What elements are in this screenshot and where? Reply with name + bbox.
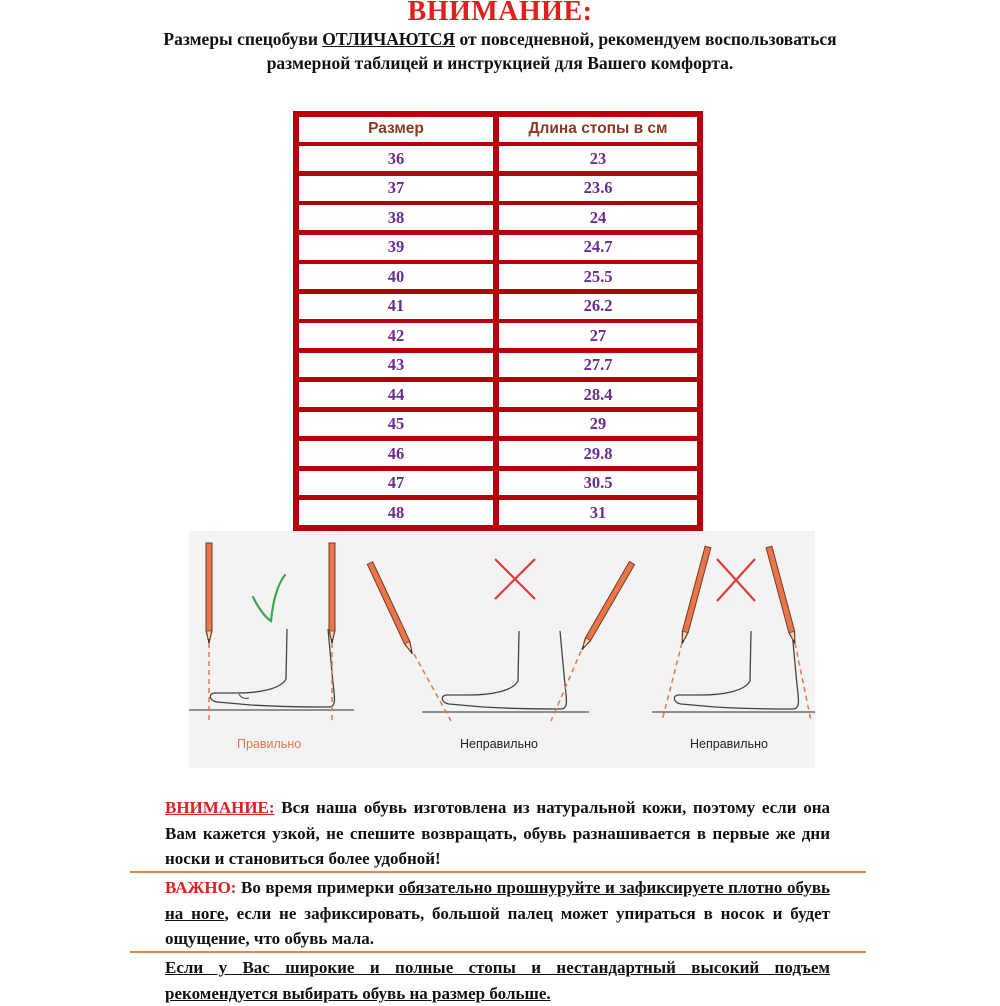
correct-panel xyxy=(189,543,354,721)
size-cell: 44 xyxy=(299,382,493,407)
header-size: Размер xyxy=(299,117,493,142)
pencil-icon xyxy=(579,562,634,652)
correct-caption: Правильно xyxy=(237,737,302,751)
divider xyxy=(130,951,866,953)
pencil-icon xyxy=(329,543,335,643)
table-row xyxy=(299,294,697,319)
length-cell: 23.6 xyxy=(499,176,697,201)
leather-notice xyxy=(165,795,830,872)
size-cell: 47 xyxy=(299,471,493,496)
table-header-row xyxy=(299,117,697,142)
important-label: ВАЖНО: xyxy=(165,878,237,897)
guide-line xyxy=(795,643,811,721)
table-row xyxy=(299,205,697,230)
length-cell: 27.7 xyxy=(499,353,697,378)
size-cell: 36 xyxy=(299,146,493,171)
foot-measurement-diagram xyxy=(189,531,815,768)
table-row xyxy=(299,412,697,437)
table-row xyxy=(299,323,697,348)
size-cell: 48 xyxy=(299,500,493,525)
table-row xyxy=(299,441,697,466)
table-row xyxy=(299,176,697,201)
table-row xyxy=(299,146,697,171)
page-title: ВНИМАНИЕ: xyxy=(407,0,593,27)
wrong-caption: Неправильно xyxy=(460,737,538,751)
notice-text: Вся наша обувь изготовлена из натуральной кожи, поэтому если она Вам кажется узкой, не спешите возвращать, обувь разнашивается в первые же дни носки и становиться более удобной! xyxy=(165,798,830,868)
length-cell: 30.5 xyxy=(499,471,697,496)
wrong-panel-2 xyxy=(652,546,815,721)
size-cell: 40 xyxy=(299,264,493,289)
size-cell: 45 xyxy=(299,412,493,437)
wrong-panel-1 xyxy=(367,559,634,721)
wide-feet-notice: Если у Вас широкие и полные стопы и нестандартный высокий подъем рекомендуется выбирать обувь на размер больше. xyxy=(165,958,830,1003)
table-row xyxy=(299,382,697,407)
length-cell: 29.8 xyxy=(499,441,697,466)
table-row xyxy=(299,264,697,289)
size-cell: 46 xyxy=(299,441,493,466)
table-row xyxy=(299,500,697,525)
intro-text xyxy=(150,27,850,75)
check-mark-icon xyxy=(253,575,285,621)
length-cell: 26.2 xyxy=(499,294,697,319)
pencil-icon xyxy=(679,546,711,644)
table-row xyxy=(299,235,697,260)
length-cell: 27 xyxy=(499,323,697,348)
intro-before: Размеры спецобуви xyxy=(163,29,323,49)
size-cell: 37 xyxy=(299,176,493,201)
foot-outline xyxy=(674,631,798,709)
table-row xyxy=(299,353,697,378)
notice-label: ВНИМАНИЕ: xyxy=(165,798,275,817)
size-cell: 38 xyxy=(299,205,493,230)
size-cell: 39 xyxy=(299,235,493,260)
length-cell: 24 xyxy=(499,205,697,230)
size-cell: 41 xyxy=(299,294,493,319)
important-text-2: , если не зафиксировать, большой палец может упираться в носок и будет ощущение, что обувь мала. xyxy=(165,903,830,948)
pencil-icon xyxy=(766,546,798,644)
guide-line xyxy=(662,643,682,721)
important-underlined: обязательно прошнуруйте и зафиксируете плотно обувь на ноге xyxy=(165,878,830,923)
toe-detail xyxy=(239,694,249,698)
table-row xyxy=(299,471,697,496)
divider xyxy=(130,871,866,873)
size-cell: 42 xyxy=(299,323,493,348)
pencil-icon xyxy=(367,562,415,655)
length-cell: 28.4 xyxy=(499,382,697,407)
important-notice xyxy=(165,875,830,952)
wrong-caption: Неправильно xyxy=(690,737,768,751)
length-cell: 25.5 xyxy=(499,264,697,289)
foot-outline xyxy=(210,629,334,707)
header-foot-length: Длина стопы в см xyxy=(499,117,697,142)
size-table xyxy=(293,111,703,531)
foot-outline xyxy=(442,631,566,709)
pencil-icon xyxy=(206,543,212,643)
guide-line xyxy=(414,654,451,721)
length-cell: 31 xyxy=(499,500,697,525)
size-cell: 43 xyxy=(299,353,493,378)
length-cell: 23 xyxy=(499,146,697,171)
guide-line xyxy=(551,651,581,721)
important-text-1: Во время примерки xyxy=(236,878,399,897)
length-cell: 29 xyxy=(499,412,697,437)
diagram-illustration xyxy=(189,531,815,768)
intro-after: от повседневной, рекомендуем воспользоваться размерной таблицей и инструкцией для Вашего комфорта. xyxy=(266,29,837,73)
length-cell: 24.7 xyxy=(499,235,697,260)
intro-emphasis: ОТЛИЧАЮТСЯ xyxy=(322,29,456,49)
